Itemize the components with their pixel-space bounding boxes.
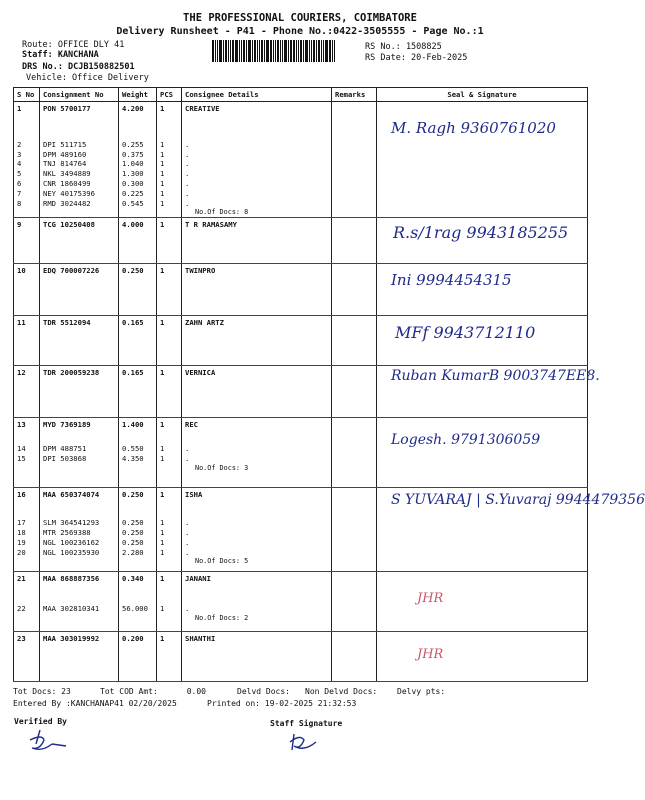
cell-sno-value: 13 xyxy=(17,420,26,430)
cell-cons xyxy=(182,366,332,418)
cell-cno-value: TCG 10250408 xyxy=(43,220,95,230)
cell-sno xyxy=(14,218,40,264)
cell-wt-value: 0.250 xyxy=(122,266,144,276)
cell-wt-value: 0.250 xyxy=(122,527,144,537)
cell-sno-value: 5 xyxy=(17,169,22,179)
table-header-row xyxy=(14,88,588,102)
cell-pcs xyxy=(157,316,182,366)
col-sno: S No xyxy=(14,88,40,102)
cell-cons-value: . xyxy=(185,444,190,454)
cell-sno-value: 12 xyxy=(17,368,26,378)
sheet-title: Delivery Runsheet - P41 - Phone No.:0422-3505555 - Page No.:1 xyxy=(116,26,484,37)
cell-wt-value: 2.280 xyxy=(122,547,144,557)
cell-wt-value: 4.000 xyxy=(122,220,144,230)
cell-cons-value: ZAHN ARTZ xyxy=(185,318,224,328)
col-pcs: PCS xyxy=(157,88,182,102)
cell-pcs xyxy=(157,264,182,316)
cell-cons xyxy=(182,488,332,572)
delvy-pts: Delvy pts: xyxy=(397,687,446,696)
cell-pcs-value: 1 xyxy=(160,188,165,198)
cell-cons-value: . xyxy=(185,547,190,557)
cell-wt-value: 0.165 xyxy=(122,368,144,378)
cell-sno xyxy=(14,102,40,218)
cell-pcs-value: 1 xyxy=(160,266,165,276)
cell-remarks xyxy=(332,572,377,632)
cell-pcs xyxy=(157,366,182,418)
cell-cno xyxy=(40,572,119,632)
cell-cons xyxy=(182,418,332,488)
cell-pcs-value: 1 xyxy=(160,634,165,644)
cell-sno xyxy=(14,418,40,488)
cell-wt-value: 0.225 xyxy=(122,188,144,198)
table-row xyxy=(14,316,588,366)
cell-cons-value: SHANTHI xyxy=(185,634,216,644)
cell-cons-value: . xyxy=(185,188,190,198)
cell-sno-value: 16 xyxy=(17,490,26,500)
table-row xyxy=(14,366,588,418)
cell-wt-value: 0.165 xyxy=(122,318,144,328)
cell-cno-value: DPM 489160 xyxy=(43,149,87,159)
cell-cons-value: . xyxy=(185,159,190,169)
cell-cons-value: ISHA xyxy=(185,490,203,500)
cell-wt-value: 0.300 xyxy=(122,178,144,188)
cell-cons-value: . xyxy=(185,198,190,208)
cell-pcs-value: 1 xyxy=(160,159,165,169)
cell-pcs-value: 1 xyxy=(160,453,165,463)
cell-wt xyxy=(119,316,157,366)
cell-wt xyxy=(119,218,157,264)
handwritten-signature: MFf 9943712110 xyxy=(395,323,536,343)
cell-wt xyxy=(119,264,157,316)
cell-wt-value: 0.375 xyxy=(122,149,144,159)
cell-cno xyxy=(40,632,119,682)
cell-signature xyxy=(377,218,588,264)
cell-sno xyxy=(14,572,40,632)
cell-pcs-value: 1 xyxy=(160,574,165,584)
cell-cons xyxy=(182,316,332,366)
cell-cno-value: TDR 200059238 xyxy=(43,368,100,378)
cell-signature xyxy=(377,488,645,572)
cell-pcs-value: 1 xyxy=(160,537,165,547)
handwritten-signature: JHR xyxy=(417,647,444,663)
cell-sno-value: 7 xyxy=(17,188,22,198)
cell-pcs-value: 1 xyxy=(160,178,165,188)
cell-cons-value: T R RAMASAMY xyxy=(185,220,237,230)
table-row xyxy=(14,572,588,632)
cell-wt xyxy=(119,366,157,418)
cell-cno-value: DPI 511715 xyxy=(43,139,87,149)
cell-pcs-value: 1 xyxy=(160,518,165,528)
handwritten-signature: Ini 9994454315 xyxy=(391,271,512,290)
cell-cons-value: TWINPRO xyxy=(185,266,216,276)
cell-cons-value: . xyxy=(185,169,190,179)
handwritten-signature: R.s/1rag 9943185255 xyxy=(393,223,569,243)
vehicle: Vehicle: Office Delivery xyxy=(26,73,149,83)
cell-sno-value: 4 xyxy=(17,159,22,169)
cell-remarks xyxy=(332,632,377,682)
cell-cno-value: MAA 650374074 xyxy=(43,490,100,500)
table-row xyxy=(14,264,588,316)
handwritten-signature: Logesh. 9791306059 xyxy=(391,432,541,449)
rs-no: RS No.: 1508825 xyxy=(365,42,442,52)
cell-cno-value: NEY 40175396 xyxy=(43,188,95,198)
cell-wt-value: 0.200 xyxy=(122,634,144,644)
cell-signature xyxy=(377,418,588,488)
cell-pcs xyxy=(157,572,182,632)
cell-cons-value: . xyxy=(185,453,190,463)
runsheet-table xyxy=(13,87,645,682)
cell-wt-value: 0.250 xyxy=(122,537,144,547)
cell-sno-value: 19 xyxy=(17,537,26,547)
cell-sno xyxy=(14,366,40,418)
cell-sno xyxy=(14,316,40,366)
cell-wt-value: 0.550 xyxy=(122,444,144,454)
cell-cno-value: CNR 1860499 xyxy=(43,178,91,188)
cell-signature xyxy=(377,632,588,682)
handwritten-signature: S YUVARAJ | S.Yuvaraj 9944479356 xyxy=(391,492,645,509)
table-row xyxy=(14,632,588,682)
cell-sno-value: 11 xyxy=(17,318,26,328)
cell-wt-value: 1.040 xyxy=(122,159,144,169)
table-row xyxy=(14,488,588,572)
col-signature: Seal & Signature xyxy=(377,88,588,102)
verified-by: Verified By xyxy=(14,717,67,726)
col-remarks: Remarks xyxy=(332,88,377,102)
staff: Staff: KANCHANA xyxy=(22,50,99,60)
cell-sno xyxy=(14,488,40,572)
cell-wt xyxy=(119,632,157,682)
cell-signature xyxy=(377,316,588,366)
cell-cons-value: CREATIVE xyxy=(185,104,220,113)
cell-sno-value: 6 xyxy=(17,178,22,188)
cell-sno-value: 8 xyxy=(17,198,22,208)
cell-sno-value: 21 xyxy=(17,574,26,584)
cell-cons xyxy=(182,572,332,632)
cell-sno-value: 14 xyxy=(17,444,26,454)
no-of-docs: No.Of Docs: 8 xyxy=(195,208,249,217)
cell-pcs-value: 1 xyxy=(160,169,165,179)
cell-remarks xyxy=(332,218,377,264)
cell-sno-value: 22 xyxy=(17,604,26,614)
cell-cons xyxy=(182,102,332,218)
cell-cno xyxy=(40,102,119,218)
drs-no: DRS No.: DCJB150882501 xyxy=(22,62,135,72)
cell-cons-value: . xyxy=(185,178,190,188)
entered-by: Entered By :KANCHANAP41 02/20/2025 xyxy=(13,699,177,708)
cell-sno-value: 10 xyxy=(17,266,26,276)
cell-wt-value: 1.300 xyxy=(122,169,144,179)
handwritten-signature: M. Ragh 9360761020 xyxy=(391,119,556,137)
cell-cno xyxy=(40,316,119,366)
cell-pcs xyxy=(157,102,182,218)
cell-pcs-value: 1 xyxy=(160,368,165,378)
cell-cno xyxy=(40,264,119,316)
staff-signature: Staff Signature xyxy=(270,719,343,728)
col-weight: Weight xyxy=(119,88,157,102)
cell-remarks xyxy=(332,102,377,218)
cell-pcs-value: 1 xyxy=(160,220,165,230)
cell-cons-value: VERNICA xyxy=(185,368,216,378)
cell-pcs-value: 1 xyxy=(160,149,165,159)
printed-on: Printed on: 19-02-2025 21:32:53 xyxy=(207,699,357,708)
cell-cons xyxy=(182,264,332,316)
cell-pcs-value: 1 xyxy=(160,318,165,328)
cell-cons-value: . xyxy=(185,149,190,159)
cell-sno-value: 3 xyxy=(17,149,22,159)
cell-cno-value: MAA 302810341 xyxy=(43,604,100,614)
route: Route: OFFICE DLY 41 xyxy=(22,40,125,50)
cell-wt-value: 0.250 xyxy=(122,518,144,528)
cell-pcs-value: 1 xyxy=(160,420,165,430)
cell-sno-value: 15 xyxy=(17,453,26,463)
cell-cons-value: . xyxy=(185,527,190,537)
cell-signature xyxy=(377,264,588,316)
cell-wt-value: 4.350 xyxy=(122,453,144,463)
table-row xyxy=(14,218,588,264)
col-consignment: Consignment No xyxy=(40,88,119,102)
cell-pcs-value: 1 xyxy=(160,198,165,208)
cell-cno-value: MYD 7369189 xyxy=(43,420,91,430)
cell-cons xyxy=(182,632,332,682)
staff-signature-mark xyxy=(286,728,326,754)
cell-cno-value: PON 5700177 xyxy=(43,104,91,113)
cell-pcs-value: 1 xyxy=(160,139,165,149)
cell-pcs xyxy=(157,488,182,572)
cell-wt-value: 0.545 xyxy=(122,198,144,208)
no-of-docs: No.Of Docs: 5 xyxy=(195,557,249,566)
cell-wt-value: 0.340 xyxy=(122,574,144,584)
rs-date: RS Date: 20-Feb-2025 xyxy=(365,53,468,63)
cell-wt-value: 0.255 xyxy=(122,139,144,149)
company-name: THE PROFESSIONAL COURIERS, COIMBATORE xyxy=(183,12,417,24)
table-row xyxy=(14,418,588,488)
cell-remarks xyxy=(332,488,377,572)
cell-pcs-value: 1 xyxy=(160,490,165,500)
cell-pcs-value: 1 xyxy=(160,547,165,557)
cell-pcs xyxy=(157,418,182,488)
cell-remarks xyxy=(332,418,377,488)
cell-wt xyxy=(119,418,157,488)
cell-cno-value: MAA 303019992 xyxy=(43,634,100,644)
cell-sno-value: 2 xyxy=(17,139,22,149)
no-of-docs: No.Of Docs: 2 xyxy=(195,613,249,622)
cell-cno xyxy=(40,488,119,572)
tot-cod: Tot COD Amt: 0.00 xyxy=(100,687,206,696)
handwritten-signature: JHR xyxy=(417,591,444,607)
no-of-docs: No.Of Docs: 3 xyxy=(195,463,249,472)
cell-remarks xyxy=(332,316,377,366)
cell-wt-value: 0.250 xyxy=(122,490,144,500)
cell-cons-value: REC xyxy=(185,420,198,430)
verified-signature xyxy=(22,726,70,754)
cell-signature xyxy=(377,572,588,632)
cell-cno-value: DPM 488751 xyxy=(43,444,87,454)
cell-cons-value: JANANI xyxy=(185,574,211,584)
cell-cno-value: MTR 2569388 xyxy=(43,527,91,537)
cell-sno-value: 9 xyxy=(17,220,22,230)
cell-wt xyxy=(119,102,157,218)
cell-sno-value: 23 xyxy=(17,634,26,644)
cell-signature xyxy=(377,366,600,418)
cell-sno-value: 17 xyxy=(17,518,26,528)
cell-sno xyxy=(14,632,40,682)
cell-sno-value: 20 xyxy=(17,547,26,557)
cell-pcs xyxy=(157,218,182,264)
cell-cno-value: DPI 503868 xyxy=(43,453,87,463)
cell-wt xyxy=(119,488,157,572)
cell-cno-value: TNJ 814764 xyxy=(43,159,87,169)
handwritten-signature: Ruban KumarB 9003747EE8. xyxy=(391,368,600,385)
cell-signature xyxy=(377,102,588,218)
table-row xyxy=(14,102,588,218)
cell-cons-value: . xyxy=(185,139,190,149)
cell-wt-value: 4.200 xyxy=(122,104,144,113)
cell-pcs xyxy=(157,632,182,682)
cell-cno-value: NKL 3494889 xyxy=(43,169,91,179)
cell-wt-value: 1.400 xyxy=(122,420,144,430)
cell-cno xyxy=(40,366,119,418)
cell-cno-value: TDR 5512094 xyxy=(43,318,91,328)
cell-cno xyxy=(40,418,119,488)
cell-pcs-value: 1 xyxy=(160,444,165,454)
cell-cons-value: . xyxy=(185,604,190,614)
cell-cno-value: MAA 868887356 xyxy=(43,574,100,584)
cell-cons-value: . xyxy=(185,518,190,528)
non-delvd-docs: Non Delvd Docs: xyxy=(305,687,378,696)
barcode xyxy=(212,40,358,62)
delvd-docs: Delvd Docs: xyxy=(237,687,290,696)
cell-sno-value: 18 xyxy=(17,527,26,537)
cell-remarks xyxy=(332,366,377,418)
col-consignee: Consignee Details xyxy=(182,88,332,102)
cell-cons-value: . xyxy=(185,537,190,547)
cell-cno xyxy=(40,218,119,264)
cell-wt xyxy=(119,572,157,632)
cell-cno-value: RMD 3024482 xyxy=(43,198,91,208)
tot-docs: Tot Docs: 23 xyxy=(13,687,71,696)
cell-sno-value: 1 xyxy=(17,104,22,113)
cell-cno-value: NGL 100235930 xyxy=(43,547,100,557)
cell-remarks xyxy=(332,264,377,316)
cell-pcs-value: 1 xyxy=(160,527,165,537)
cell-cno-value: NGL 100236162 xyxy=(43,537,100,547)
cell-pcs-value: 1 xyxy=(160,104,165,113)
cell-cno-value: EDQ 700007226 xyxy=(43,266,100,276)
cell-wt-value: 56.000 xyxy=(122,604,148,614)
cell-sno xyxy=(14,264,40,316)
cell-cons xyxy=(182,218,332,264)
cell-pcs-value: 1 xyxy=(160,604,165,614)
cell-cno-value: SLM 364541293 xyxy=(43,518,100,528)
